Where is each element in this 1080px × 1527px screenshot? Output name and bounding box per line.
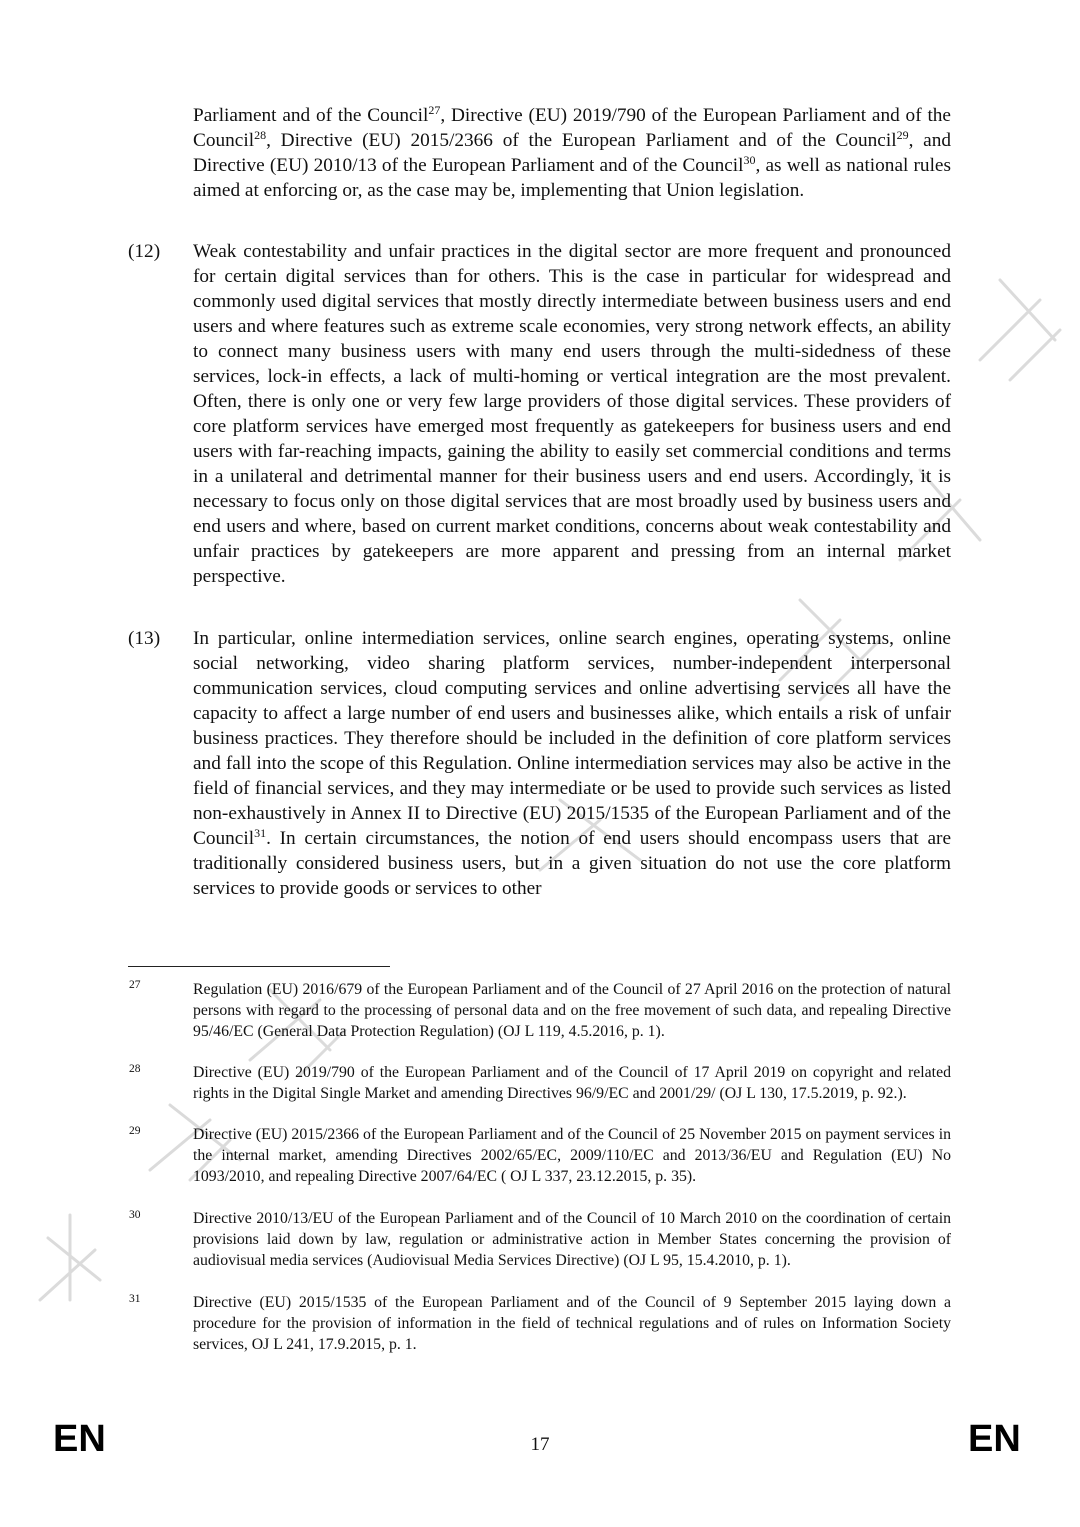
footnote-ref-27[interactable]: 27 — [428, 103, 441, 117]
recital-12-text: Weak contestability and unfair practices in the digital sector are more frequent and pronounced for certain digital services than for others. This is the case in particular for widespread and commonly used digital services that mostly directly intermediate between business users and end users and where features such as extreme scale economies, very strong network effects, an ability to connect many business users with many end users through the multi-sidedness of these services, lock-in effects, a lack of multi-homing or vertical integration are the most prevalent. Often, there is only one or very few large providers of those digital services. These providers of core platform services have emerged most frequently as gatekeepers for business users and end users with far-reaching impacts, gaining the ability to easily set commercial conditions and terms in a unilateral and detrimental manner for their business users and end users. Accordingly, it is necessary to focus only on those digital services that are most broadly used by business users and end users and where, based on current market conditions, concerns about weak contestability and unfair practices by gatekeepers are more apparent and pressing from an internal market perspective. — [193, 241, 951, 587]
page-number: 17 — [530, 1434, 550, 1455]
continuation-text-5: , as well as national rules aimed at enforcing or, as the case may be, implementing that Union legislation. — [193, 155, 951, 201]
recital-12-number: (12) — [128, 241, 161, 262]
language-label-right: EN — [968, 1418, 1021, 1460]
footnote-28-number: 28 — [129, 1063, 141, 1075]
footnote-29-number: 29 — [129, 1125, 141, 1137]
footnote-27-number: 27 — [129, 979, 141, 991]
language-label-left: EN — [53, 1418, 106, 1460]
continuation-text-1: Parliament and of the Council — [193, 105, 429, 126]
continuation-text-2: , Directive (EU) 2019/790 of the European Parliament and of the Council — [193, 105, 951, 151]
continuation-text-3: , Directive (EU) 2015/2366 of the European Parliament and of the Council — [266, 130, 897, 151]
footnote-31-number: 31 — [129, 1293, 141, 1305]
footnote-30-text: Directive 2010/13/EU of the European Parliament and of the Council of 10 March 2010 on the coordination of certain provisions laid down by law, regulation or administrative action in Member States concerning the provision of audiovisual media services (Audiovisual Media Services Directive) (OJ L 95, 15.4.2010, p. 1). — [193, 1210, 951, 1269]
footnote-ref-29[interactable]: 29 — [896, 128, 909, 142]
footnote-30-number: 30 — [129, 1209, 141, 1221]
recital-13-text-before: In particular, online intermediation services, online search engines, operating systems, online social networking, video sharing platform services, number-independent interpersonal communication services, cloud computing services and online advertising services all have the capacity to affect a large number of end users and businesses alike, which entails a risk of unfair business practices. They therefore should be included in the definition of core platform services and fall into the scope of this Regulation. Online intermediation services may also be active in the field of financial services, and they may intermediate or be used to provide such services as listed non-exhaustively in Annex II to Directive (EU) 2015/1535 of the European Parliament and of the Council — [193, 628, 951, 849]
footnote-ref-28[interactable]: 28 — [254, 128, 267, 142]
continuation-paragraph — [193, 103, 951, 203]
recital-13-number: (13) — [128, 628, 161, 649]
recital-13-text — [193, 626, 951, 901]
recital-13-text-after: . In certain circumstances, the notion of end users should encompass users that are traditionally considered business users, but in a given situation do not use the core platform services to provide goods or services to other — [193, 828, 951, 899]
footnote-29-text: Directive (EU) 2015/2366 of the European Parliament and of the Council of 25 November 2015 on payment services in the internal market, amending Directives 2002/65/EC, 2009/110/EC and 2013/36/EU and Regulation (EU) No 1093/2010, and repealing Directive 2007/64/EC ( OJ L 337, 23.12.2015, p. 35). — [193, 1126, 951, 1185]
footnote-27-text: Regulation (EU) 2016/679 of the European Parliament and of the Council of 27 April 2016 on the protection of natural persons with regard to the processing of personal data and on the free movement of such data, and repealing Directive 95/46/EC (General Data Protection Regulation) (OJ L 119, 4.5.2016, p. 1). — [193, 981, 951, 1040]
footnote-ref-30[interactable]: 30 — [743, 153, 756, 167]
footnote-28-text: Directive (EU) 2019/790 of the European Parliament and of the Council of 17 April 2019 on copyright and related rights in the Digital Single Market and amending Directives 96/9/EC and 2001/29/ (OJ L 130, 17.5.2019, p. 92.). — [193, 1064, 951, 1102]
footnote-ref-31[interactable]: 31 — [254, 826, 267, 840]
footnote-separator — [128, 966, 390, 967]
footnote-31-text: Directive (EU) 2015/1535 of the European Parliament and of the Council of 9 September 2015 laying down a procedure for the provision of information in the field of technical regulations and of rules on Information Society services, OJ L 241, 17.9.2015, p. 1. — [193, 1294, 951, 1353]
continuation-text-4: , and Directive (EU) 2010/13 of the European Parliament and of the Council — [193, 130, 952, 176]
